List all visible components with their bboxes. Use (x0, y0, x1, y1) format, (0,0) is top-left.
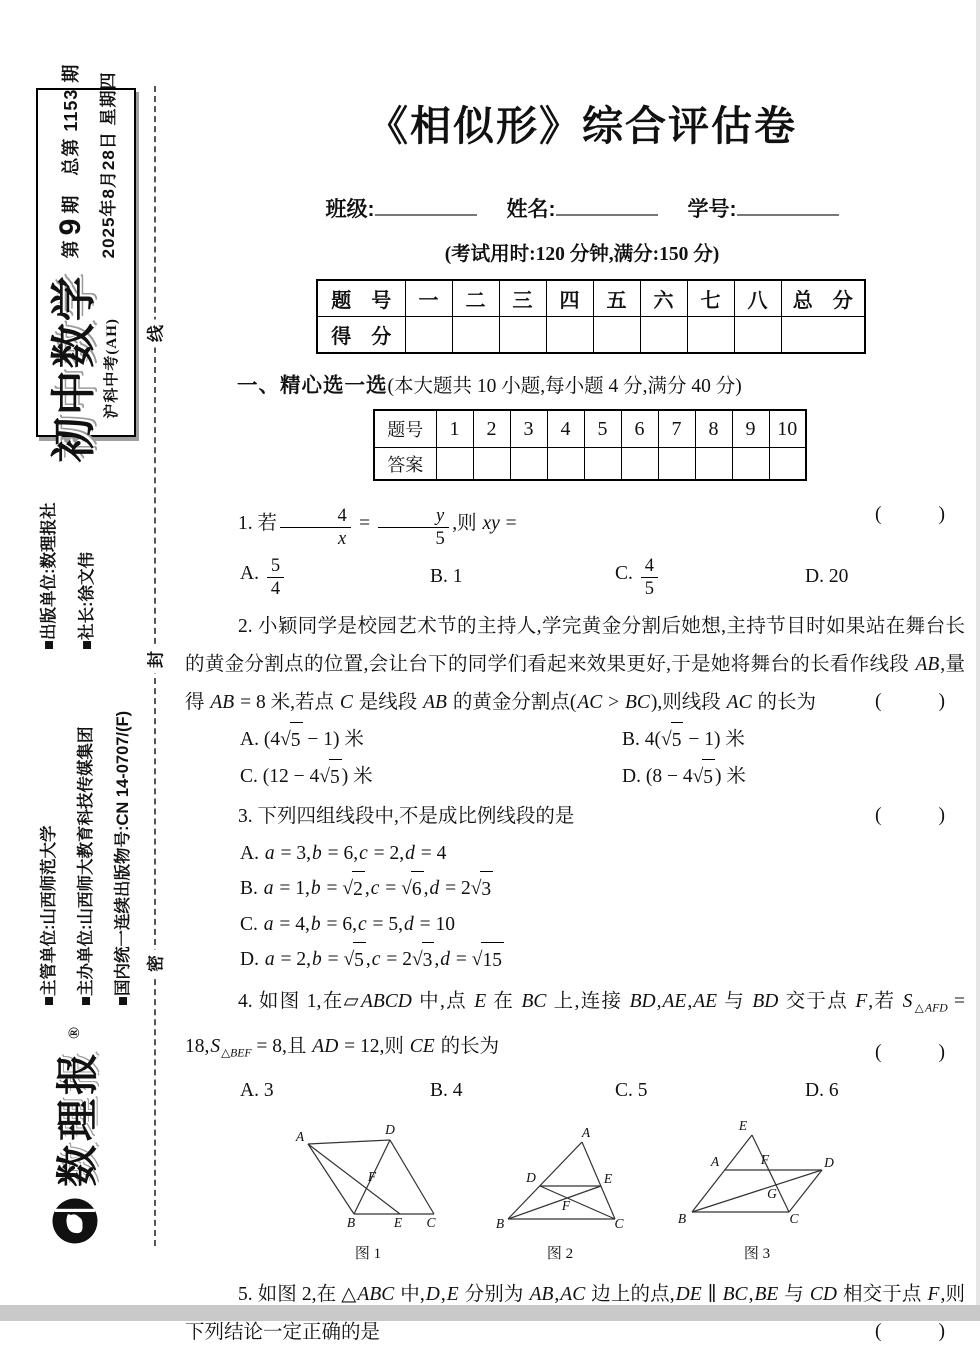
option-b: B. 4(√ 5 − 1) 米 (622, 722, 965, 759)
score-header-cell: 二 (452, 280, 499, 317)
answer-header-cell: 6 (621, 410, 658, 448)
score-header-cell: 三 (499, 280, 546, 317)
score-header-cell: 一 (405, 280, 452, 317)
score-header-cell: 四 (546, 280, 593, 317)
score-value-cell (546, 317, 593, 354)
answer-bracket: ( ) (875, 504, 951, 526)
answer-header-cell: 1 (436, 410, 473, 448)
class-field: 班级: (326, 193, 477, 223)
exam-info: (考试用时:120 分钟,满分:150 分) (444, 244, 720, 266)
score-header-cell: 总 分 (781, 280, 865, 317)
answer-value-cell (769, 448, 806, 481)
question-2: 2. 小颖同学是校园艺术节的主持人,学完黄金分割后她想,主持节目时如果站在舞台长的黄金分割点的位置,会让台下的同学们看起来效果更好,于是她将舞台的长看作线段 AB,量得 AB = 8 米,若点 C 是线段 AB 的黄金分割点(AC > BC),则线段 AC 的长为 ( ) (185, 608, 965, 722)
publisher-info (30, 440, 108, 650)
option-d: D. a = 2,b = √ 5 ,c = 2√ 3 ,d = √ 15 (240, 942, 965, 978)
answer-bracket: ( ) (875, 1041, 951, 1063)
answer-header-cell: 7 (658, 410, 695, 448)
question-1: 1. 若 $\frac{4}{x}$ = $\frac{y}{5}$ ,则 xy = ( ) (185, 497, 965, 551)
point-label: E (738, 1119, 748, 1133)
answer-value-cell (510, 448, 547, 481)
newspaper-logo-icon (51, 1197, 99, 1245)
score-value-cell (452, 317, 499, 354)
point-label: G (767, 1185, 777, 1201)
point-label: D (824, 1154, 834, 1170)
score-value-cell (499, 317, 546, 354)
question-4-options (240, 1076, 965, 1106)
answer-header-cell: 3 (510, 410, 547, 448)
organizer-info (31, 638, 143, 1006)
point-label: C (614, 1215, 624, 1231)
option-c: C. $\frac{4}{5}$ (615, 555, 805, 600)
name-input-line (556, 194, 658, 216)
newspaper-masthead (36, 63, 136, 462)
answer-header-cell: 4 (547, 410, 584, 448)
scan-edge-bottom (0, 1305, 980, 1321)
point-label: C (789, 1210, 799, 1226)
answer-bracket: ( ) (875, 691, 951, 713)
section-1-heading: 一、精心选一选(本大题共 10 小题,每小题 4 分,满分 40 分) (237, 375, 742, 398)
organizer-line: ■国内统一连续出版物号:CN 14-0707/(F) (114, 710, 132, 1006)
answer-header-cell: 10 (769, 410, 806, 448)
option-c: C. 5 (615, 1079, 648, 1101)
publisher-line: ■出版单位:数理报社 (40, 502, 58, 650)
newspaper-subtitle: 沪科中考(AH) (103, 317, 120, 419)
answer-bracket: ( ) (875, 805, 951, 827)
figure-caption: 图 2 (546, 1245, 574, 1262)
score-header-cell: 七 (687, 280, 734, 317)
question-figure (288, 1124, 448, 1263)
option-b: B. 1 (430, 566, 463, 588)
score-value-cell (640, 317, 687, 354)
score-header-cell: 题 号 (317, 280, 405, 317)
point-label: E (393, 1214, 403, 1230)
option-b: B. 4 (430, 1079, 463, 1101)
name-field: 姓名: (507, 193, 658, 223)
class-input-line (375, 194, 477, 216)
issue-number: 9 (53, 217, 87, 235)
point-label: A (295, 1128, 305, 1144)
seal-char: 封 (145, 646, 168, 674)
geometry-drawing (288, 1124, 448, 1236)
geometry-drawing (490, 1124, 630, 1236)
answer-header-cell: 2 (473, 410, 510, 448)
question-1-options (240, 551, 965, 603)
answer-value-cell (473, 448, 510, 481)
answer-value-cell (732, 448, 769, 481)
score-value-cell: 得 分 (317, 317, 405, 354)
answer-bracket: ( ) (875, 1320, 951, 1342)
option-c: C. (12 − 4√ 5 ) 米 (240, 759, 622, 796)
student-id-input-line (737, 194, 839, 216)
point-label: A (710, 1153, 720, 1169)
answer-value-cell (584, 448, 621, 481)
score-table (316, 279, 866, 354)
student-id-field: 学号: (688, 193, 839, 223)
option-b: B. a = 1,b = √ 2 ,c = √ 6 ,d = 2√ 3 (240, 871, 965, 907)
answer-header-cell: 5 (584, 410, 621, 448)
point-label: D (526, 1169, 536, 1185)
logo-text: 数理报 (56, 1048, 102, 1187)
point-label: F (561, 1197, 571, 1213)
score-value-cell (781, 317, 865, 354)
publisher-line: ■社长:徐文伟 (78, 552, 96, 650)
question-figure (490, 1124, 630, 1263)
score-value-cell (405, 317, 452, 354)
student-fields (199, 193, 965, 223)
organizer-line: ■主管单位:山西师范大学 (40, 825, 58, 1006)
seal-char: 密 (145, 950, 168, 978)
seal-char: 线 (145, 320, 168, 348)
point-label: A (581, 1124, 591, 1140)
answer-value-cell (695, 448, 732, 481)
point-label: D (385, 1123, 395, 1137)
point-label: B (346, 1214, 356, 1230)
option-a: A. a = 3,b = 6,c = 2,d = 4 (240, 843, 447, 865)
figures-row (288, 1120, 965, 1263)
answer-value-cell (658, 448, 695, 481)
option-d: D. 20 (805, 566, 849, 588)
option-a: A. $\frac{5}{4}$ (240, 555, 430, 600)
option-d: D. (8 − 4√ 5 ) 米 (622, 759, 965, 796)
date-line: 2025年8月28日 星期四 (98, 70, 118, 258)
figure-caption: 图 1 (354, 1245, 382, 1262)
option-d: D. 6 (805, 1079, 839, 1101)
answer-value-cell: 答案 (374, 448, 436, 481)
option-a: A. 3 (240, 1079, 274, 1101)
option-a: A. (4√ 5 − 1) 米 (240, 722, 622, 759)
organizer-line: ■主办单位:山西师大教育科技传媒集团 (77, 726, 95, 1006)
question-5: 5. 如图 2,在 △ABC 中,D,E 分别为 AB,AC 边上的点,DE ∥ BC,BE 与 CD 相交于点 F,则下列结论一定正确的是 ( ) (185, 1276, 965, 1352)
answer-value-cell (436, 448, 473, 481)
question-figure (672, 1120, 842, 1263)
point-label: F (367, 1168, 377, 1184)
scan-edge-right (976, 0, 980, 1321)
figure-caption: 图 3 (743, 1245, 771, 1262)
point-label: C (426, 1214, 436, 1230)
score-value-cell (687, 317, 734, 354)
point-label: F (760, 1151, 770, 1167)
question-4: 4. 如图 1,在▱ABCD 中,点 E 在 BC 上,连接 BD,AE,AE 与 BD 交于点 F,若 $S_{\triangle AFD} = 18,S_{\triangle BEF} = 8$,且 AD = 12,则 CE 的长为 ( ) (185, 983, 965, 1072)
answer-header-cell: 题号 (374, 410, 436, 448)
registered-mark: ® (66, 1027, 83, 1039)
point-label: E (603, 1170, 613, 1186)
answer-header-cell: 8 (695, 410, 732, 448)
score-header-cell: 八 (734, 280, 781, 317)
question-3-options (240, 836, 965, 978)
issue-line: 第9期 总第 1153 期 (53, 63, 87, 258)
issue-total: 总第 1153 期 (60, 63, 81, 176)
score-header-cell: 六 (640, 280, 687, 317)
answer-table (373, 409, 807, 481)
answer-header-cell: 9 (732, 410, 769, 448)
point-label: B (677, 1210, 687, 1226)
question-2-options (240, 722, 965, 796)
score-value-cell (734, 317, 781, 354)
geometry-drawing (672, 1120, 842, 1236)
option-c: C. a = 4,b = 6,c = 5,d = 10 (240, 914, 456, 936)
score-value-cell (593, 317, 640, 354)
score-header-cell: 五 (593, 280, 640, 317)
answer-value-cell (621, 448, 658, 481)
paper-title: 《相似形》综合评估卷 (367, 103, 797, 149)
answer-value-cell (547, 448, 584, 481)
question-3: 3. 下列四组线段中,不是成比例线段的是 ( ) (185, 798, 965, 836)
exam-sheet (185, 0, 965, 1352)
brand-logo (44, 995, 106, 1245)
point-label: B (495, 1215, 505, 1231)
newspaper-title: 初中数学 (48, 273, 99, 462)
